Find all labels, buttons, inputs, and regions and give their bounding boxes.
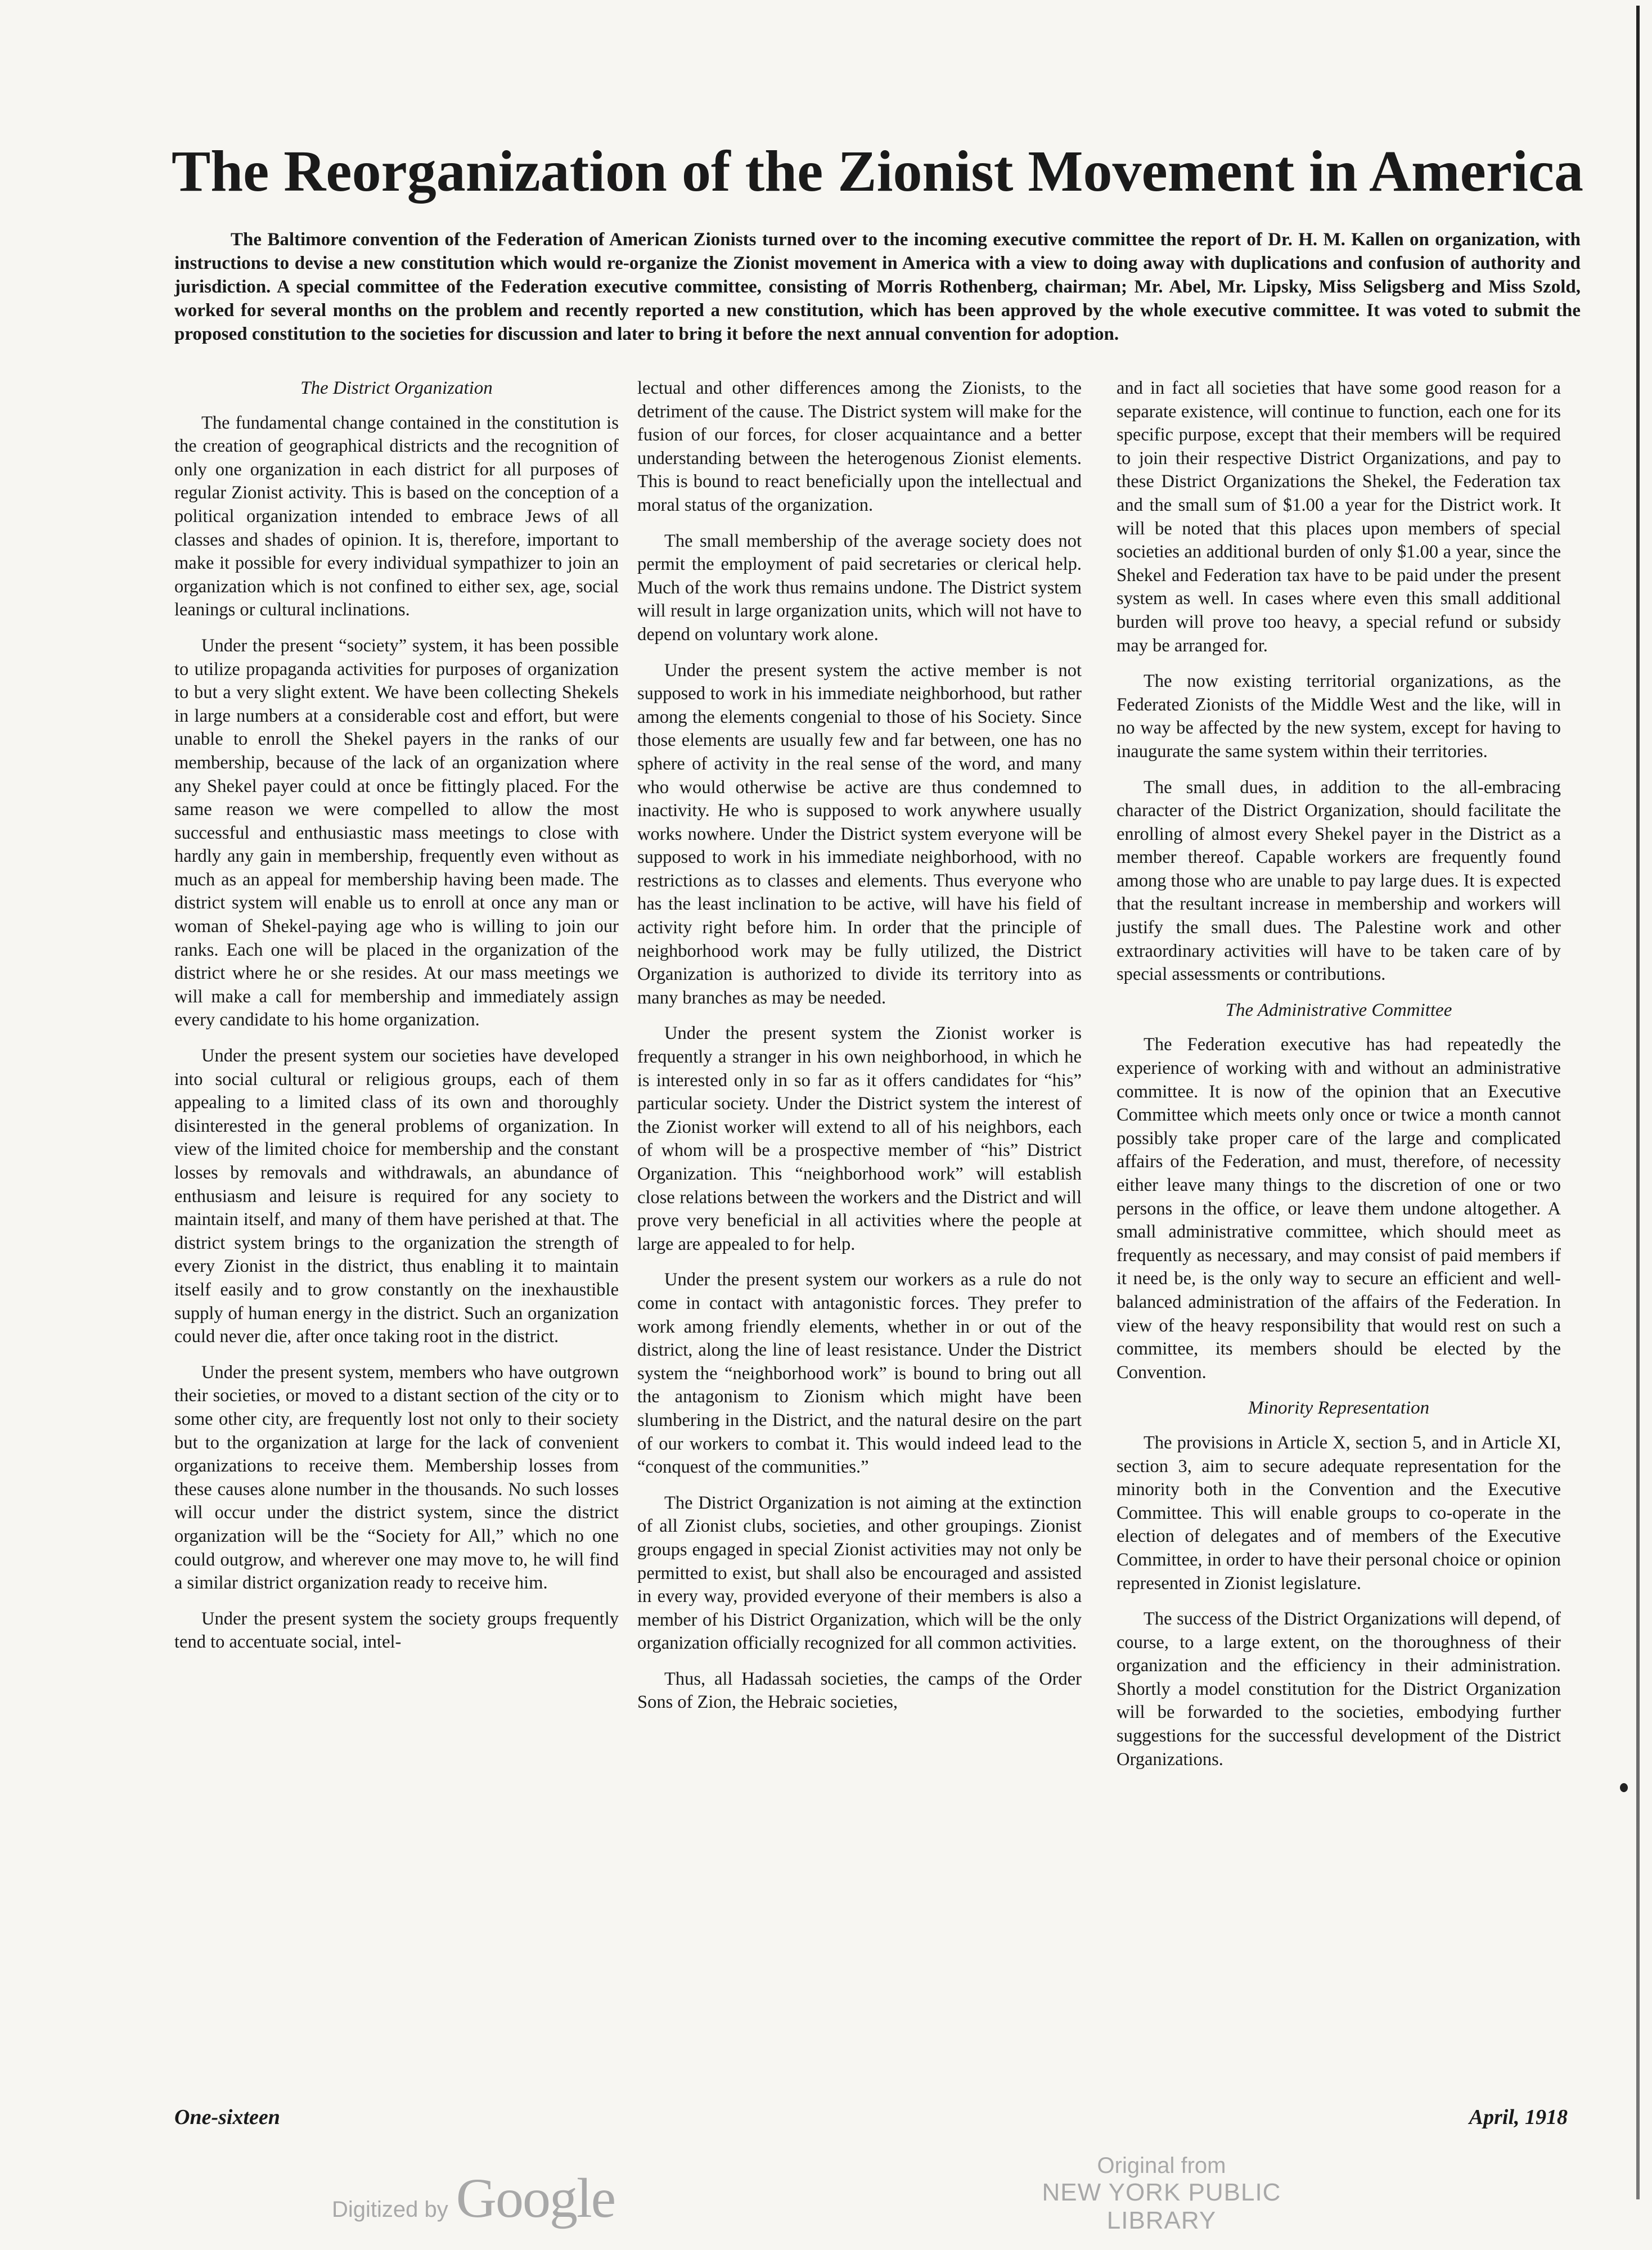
section-heading-administrative-committee: The Administrative Committee [1225, 1000, 1452, 1020]
paragraph: Under the present system the society groups frequently tend to accentuate social, intel- [174, 1608, 619, 1653]
paragraph: and in fact all societies that have some good reason for a separate existence, will continue to function, each one for its specific purpose, except that their members will be required to join their respective District Organizations, and pay to these District Organizations the Shekel, the Federation tax and the small sum of $1.00 a year for the District work. It will be noted that this places upon members of special societies an additional burden of only $1.00 a year, since the Shekel and Federation tax have to be paid under the present system as well. In cases where even this small additional burden will prove too heavy, a special refund or subsidy may be arranged for. [1117, 378, 1561, 656]
article-title: The Reorganization of the Zionist Movement in America [171, 139, 1584, 204]
google-logo: Google [456, 2167, 615, 2229]
library-name: NEW YORK PUBLIC LIBRARY [1042, 2179, 1281, 2234]
section-heading-district-organization: The District Organization [300, 378, 493, 398]
paragraph: The provisions in Article X, section 5, and in Article XI, section 3, aim to secure adequate representation for the minority both in the Convention and the Executive Committee. This will enable groups to co-operate in the election of delegates and of members of the Executive Committee, in order to have their personal choice or opinion represented in Zionist legislature. [1117, 1432, 1561, 1594]
digitized-by-watermark [332, 2166, 615, 2230]
paragraph: Under the present system our workers as a rule do not come in contact with antagonistic forces. They prefer to work among friendly elements, whether in or out of the district, along the line of least resistance. Under the District system the “neighborhood work” is bound to bring out all the antagonism to Zionism which might have been slumbering in the District, and the natural desire on the part of our workers to combat it. This would indeed lead to the “conquest of the communities.” [637, 1270, 1082, 1478]
column-3 [1117, 377, 1561, 1784]
ink-dot [1620, 1783, 1628, 1792]
section-heading-minority-representation: Minority Representation [1248, 1398, 1430, 1419]
paragraph: The small dues, in addition to the all-embracing character of the District Organization, should facilitate the enrolling of almost every Shekel payer in the District as a member thereof. Capable workers are frequently found among those who are unable to pay large dues. It is expected that the resultant increase in membership and workers will justify the small dues. The Palestine work and other extraordinary activities will have to be taken care of by special assessments or contributions. [1117, 777, 1561, 985]
paragraph: Under the present system, members who have outgrown their societies, or moved to a distant section of the city or to some other city, are frequently lost not only to their society but to the organization at large for the lack of convenient organizations to receive them. Membership losses from these causes alone number in the thousands. No such losses will occur under the district system, since the district organization will be the “Society for All,” which no one could outgrow, and wherever one may move to, he will find a similar district organization ready to receive him. [174, 1362, 619, 1594]
paragraph: The District Organization is not aiming at the extinction of all Zionist clubs, societies, and other groupings. Zionist groups engaged in special Zionist activities may not only be permitted to exist, but shall also be encouraged and assisted in every way, provided everyone of their members is also a member of his District Organization, which will be the only organization officially recognized for all common activities. [637, 1492, 1082, 1654]
article-intro: The Baltimore convention of the Federation of American Zionists turned over to the incoming executive committee the report of Dr. H. M. Kallen on organization, with instructions to devise a new constitution which would re-organize the Zionist movement in America with a view to doing away with duplications and confusion of authority and jurisdiction. A special committee of the Federation executive committee, consisting of Morris Rothenberg, chairman; Mr. Abel, Mr. Lipsky, Miss Seligsberg and Miss Szold, worked for several months on the problem and recently reported a new constitution, which has been approved by the whole executive committee. It was voted to submit the proposed constitution to the societies for discussion and later to bring it before the next annual convention for adoption. [174, 230, 1581, 344]
page-edge-shadow [1636, 6, 1640, 2199]
paragraph: Under the present system the Zionist worker is frequently a stranger in his own neighborhood, in which he is interested only in so far as it offers candidates for “his” particular society. Under the District system the interest of the Zionist worker will extend to all of his neighbors, each of whom will be a prospective member of “his” District Organization. This “neighborhood work” will establish close relations between the workers and the District and will prove very beneficial in all activities where the people at large are appealed to for help. [637, 1023, 1082, 1254]
paragraph: The small membership of the average society does not permit the employment of paid secretaries or clerical help. Much of the work thus remains undone. The District system will result in large organization units, which will not have to depend on voluntary work alone. [637, 530, 1082, 645]
digitized-by-label: Digitized by [332, 2197, 448, 2222]
paragraph: Under the present “society” system, it has been possible to utilize propaganda activities for purposes of organization to but a very slight extent. We have been collecting Shekels in large numbers at a considerable cost and effort, but were unable to enroll the Shekel payers in the ranks of our membership, because of the lack of an organization where any Shekel payer could at once be fittingly placed. For the same reason we were compelled to allow the most successful and enthusiastic mass meetings to close with hardly any gain in membership, frequently even without as much as an appeal for membership having been made. The district system will enable us to enroll at once any man or woman of Shekel-paying age who is willing to join our ranks. Each one will be placed in the organization of the district where he or she resides. At our mass meetings we will make a call for membership and immediately assign every candidate to his home organization. [174, 635, 619, 1030]
paragraph: The fundamental change contained in the constitution is the creation of geographical districts and the recognition of only one organization in each district for all purposes of regular Zionist activity. This is based on the conception of a political organization intended to embrace Jews of all classes and shades of opinion. It is, therefore, important to make it possible for every individual sympathizer to join an organization which is not confined to either sex, age, social leanings or cultural inclinations. [174, 412, 619, 620]
column-1 [174, 377, 619, 1667]
paragraph: lectual and other differences among the Zionists, to the detriment of the cause. The District system will make for the fusion of our forces, for closer acquaintance and a better understanding between the heterogenous Zionist elements. This is bound to react beneficially upon the intellectual and moral status of the organization. [637, 378, 1082, 515]
paragraph: The Federation executive has had repeatedly the experience of working with and without an administrative committee. It is now of the opinion that an Executive Committee which meets only once or twice a month cannot possibly take proper care of the large and complicated affairs of the Federation, and must, therefore, of necessity either leave many things to the discretion of one or two persons in the office, or leave them undone altogether. A small administrative committee, which should meet as frequently as necessary, and may consist of paid members if it need be, is the only way to secure an efficient and well-balanced administration of the affairs of the Federation. In view of the heavy responsibility that would rest on such a committee, its members should be elected by the Convention. [1117, 1034, 1561, 1383]
paragraph: Under the present system the active member is not supposed to work in his immediate neighborhood, but rather among the elements congenial to those of his Society. Since those elements are usually few and far between, one has no sphere of activity in the real sense of the word, and many who would otherwise be active are thus condemned to inactivity. He who is supposed to work anywhere usually works nowhere. Under the District system everyone will be supposed to work in his immediate neighborhood, with no restrictions as to classes and elements. Thus everyone who has the least inclination to be active, will have his field of activity right before him. In order that the principle of neighborhood work may be fully utilized, the District Organization is authorized to divide its territory into as many branches as may be needed. [637, 660, 1082, 1008]
page-number: One-sixteen [174, 2105, 280, 2129]
paragraph: The now existing territorial organizations, as the Federated Zionists of the Middle West and the like, will in no way be affected by the new system, except for having to inaugurate the same system within their territories. [1117, 671, 1561, 762]
paragraph: Under the present system our societies have developed into social cultural or religious groups, each of them appealing to a limited class of its own and thoroughly disinterested in the general problems of organization. In view of the limited choice for membership and the constant losses by removals and withdrawals, an abundance of enthusiasm and leisure is required for any society to maintain itself, and many of them have perished at that. The district system brings to the organization the strength of every Zionist in the district, thus enabling it to maintain itself easily and to grow constantly on the inexhaustible supply of human energy in the district. Such an organization could never die, after once taking root in the district. [174, 1046, 619, 1347]
original-from-watermark [993, 2153, 1330, 2235]
issue-date: April, 1918 [1469, 2105, 1568, 2129]
paragraph: Thus, all Hadassah societies, the camps of the Order Sons of Zion, the Hebraic societies, [637, 1668, 1082, 1713]
original-from-label: Original from [1097, 2153, 1226, 2178]
paragraph: The success of the District Organizations will depend, of course, to a large extent, on the thoroughness of their organization and the efficiency in their administration. Shortly a model constitution for the District Organization will be forwarded to the societies, embodying further suggestions for the successful development of the District Organizations. [1117, 1609, 1561, 1770]
column-2 [637, 377, 1082, 1727]
